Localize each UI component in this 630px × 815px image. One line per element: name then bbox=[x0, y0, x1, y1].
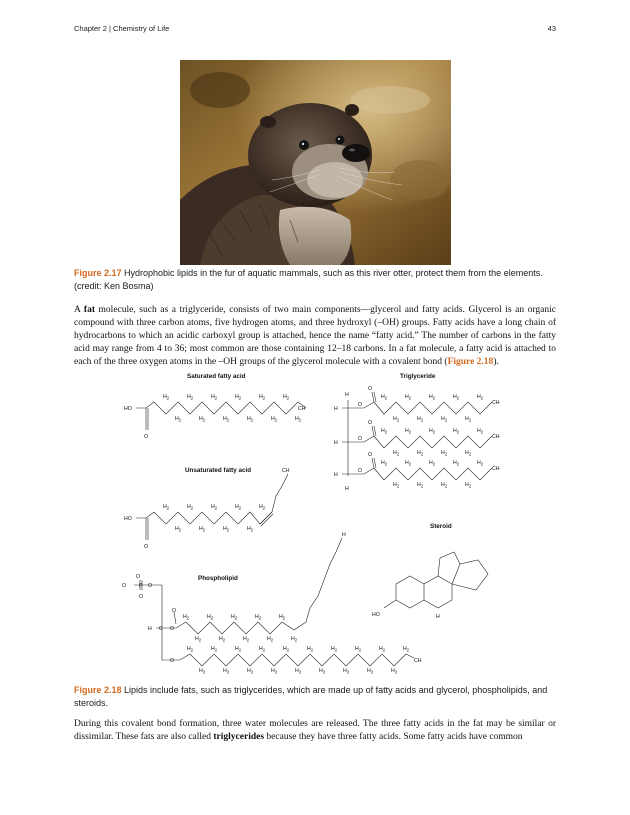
h2-label: $H_2$ bbox=[441, 482, 448, 489]
h2-label: $H_2$ bbox=[429, 394, 436, 401]
h2-label: $H_2$ bbox=[235, 504, 242, 511]
h2-label: $H_2$ bbox=[477, 460, 484, 467]
h2-label: $H_2$ bbox=[279, 614, 286, 621]
h2-label: $H_2$ bbox=[187, 394, 194, 401]
h2-label: $H_2$ bbox=[175, 416, 182, 423]
figure-2-17-label: Figure 2.17 bbox=[74, 268, 122, 278]
h2-label: $H_2$ bbox=[393, 416, 400, 423]
h2-label: $H_2$ bbox=[199, 416, 206, 423]
h2-label: $H_2$ bbox=[267, 636, 274, 643]
h2-label: $H_2$ bbox=[295, 416, 302, 423]
h2-label: $H_2$ bbox=[429, 460, 436, 467]
h2-label: $H_2$ bbox=[417, 482, 424, 489]
figure-2-18-link[interactable]: Figure 2.18 bbox=[447, 357, 494, 367]
chain-carbon-labels bbox=[163, 394, 484, 675]
river-otter-photo bbox=[180, 60, 451, 265]
h2-label: $H_2$ bbox=[283, 394, 290, 401]
atom-label: O bbox=[368, 420, 373, 426]
h2-label: $H_2$ bbox=[195, 636, 202, 643]
h2-label: $H_2$ bbox=[187, 504, 194, 511]
h2-label: $H_2$ bbox=[199, 526, 206, 533]
atom-label: O bbox=[136, 574, 141, 580]
steroid-label: Steroid bbox=[430, 523, 452, 530]
h2-label: $H_2$ bbox=[247, 668, 254, 675]
figure-2-17-caption bbox=[74, 267, 556, 292]
h2-label: $H_2$ bbox=[231, 614, 238, 621]
atom-label: CH bbox=[492, 434, 500, 440]
page-header bbox=[74, 24, 556, 36]
figure-2-17-text: Hydrophobic lipids in the fur of aquatic mammals, such as this river otter, protect them from the elements. (credit: Ken Bosma) bbox=[74, 268, 543, 291]
h2-label: $H_2$ bbox=[393, 482, 400, 489]
h2-label: $H_2$ bbox=[393, 450, 400, 457]
atom-label: CH bbox=[414, 658, 422, 664]
atom-label: C bbox=[159, 626, 163, 632]
atom-label: O bbox=[368, 386, 373, 392]
h2-label: $H_2$ bbox=[441, 416, 448, 423]
atom-label: O bbox=[148, 583, 153, 589]
atom-label: O bbox=[139, 594, 144, 600]
h2-label: $H_2$ bbox=[379, 646, 386, 653]
atom-label: O bbox=[358, 468, 363, 474]
h2-label: $H_2$ bbox=[355, 646, 362, 653]
lipid-structures-diagram bbox=[110, 368, 530, 680]
page-number: 43 bbox=[547, 24, 556, 33]
h2-label: $H_2$ bbox=[219, 636, 226, 643]
h2-label: $H_2$ bbox=[163, 504, 170, 511]
atom-label: P bbox=[139, 583, 143, 589]
atom-label: H bbox=[334, 406, 338, 412]
h2-label: $H_2$ bbox=[259, 646, 266, 653]
atom-label: O bbox=[358, 436, 363, 442]
h2-label: $H_2$ bbox=[183, 614, 190, 621]
paragraph-text: molecule, such as a triglyceride, consists of two main components—glycerol and fatty acids. Glycerol is an organic compound with three carbon atoms, five hydrogen atoms, and three hydroxyl (–OH) groups. Fatty acids have a long chain of hydrocarbons to which an acidic carboxyl group is attached, hence the name “fatty acid.” The number of carbons in the fatty acid may range from 4 to 36; most common are those containing 12–18 carbons. In a fat molecule, a fatty acid is attached to each of the three oxygen atoms in the –OH groups of the glycerol molecule with a covalent bond ( bbox=[74, 305, 556, 367]
atom-label: O bbox=[144, 434, 149, 440]
atom-label: H bbox=[334, 472, 338, 478]
h2-label: $H_2$ bbox=[453, 428, 460, 435]
h2-label: $H_2$ bbox=[255, 614, 262, 621]
h2-label: $H_2$ bbox=[223, 526, 230, 533]
saturated-fatty-acid-label: Saturated fatty acid bbox=[187, 373, 246, 380]
atom-label: HO bbox=[372, 612, 380, 618]
h2-label: $H_2$ bbox=[199, 668, 206, 675]
h2-label: $H_2$ bbox=[367, 668, 374, 675]
h2-label: $H_2$ bbox=[465, 450, 472, 457]
h2-label: $H_2$ bbox=[283, 646, 290, 653]
h2-label: $H_2$ bbox=[223, 416, 230, 423]
h2-label: $H_2$ bbox=[259, 504, 266, 511]
atom-label: H bbox=[345, 392, 349, 398]
figure-2-18-text: Lipids include fats, such as triglycerides, which are made up of fatty acids and glycerol, phospholipids, and steroids. bbox=[74, 685, 548, 708]
h2-label: $H_2$ bbox=[163, 394, 170, 401]
atom-label: O bbox=[170, 626, 175, 632]
h2-label: $H_2$ bbox=[235, 394, 242, 401]
h2-label: $H_2$ bbox=[259, 394, 266, 401]
paragraph-text: ). bbox=[493, 357, 499, 367]
atom-label: CH bbox=[282, 468, 290, 474]
h2-label: $H_2$ bbox=[453, 394, 460, 401]
h2-label: $H_2$ bbox=[331, 646, 338, 653]
h2-label: $H_2$ bbox=[405, 460, 412, 467]
h2-label: $H_2$ bbox=[477, 428, 484, 435]
atom-label: O bbox=[172, 608, 177, 614]
phospholipid-label: Phospholipid bbox=[198, 575, 238, 582]
atom-label: H bbox=[148, 626, 152, 632]
h2-label: $H_2$ bbox=[295, 668, 302, 675]
atom-label: HO bbox=[124, 406, 132, 412]
h2-label: $H_2$ bbox=[211, 504, 218, 511]
h2-label: $H_2$ bbox=[405, 394, 412, 401]
h2-label: $H_2$ bbox=[187, 646, 194, 653]
paragraph-text: A bbox=[74, 305, 84, 315]
h2-label: $H_2$ bbox=[175, 526, 182, 533]
triglyceride-paragraph bbox=[74, 718, 556, 744]
h2-label: $H_2$ bbox=[211, 646, 218, 653]
h2-label: $H_2$ bbox=[453, 460, 460, 467]
h2-label: $H_2$ bbox=[429, 428, 436, 435]
h2-label: $H_2$ bbox=[271, 416, 278, 423]
chapter-title: Chapter 2 | Chemistry of Life bbox=[74, 24, 170, 33]
atom-label: H bbox=[334, 440, 338, 446]
h2-label: $H_2$ bbox=[381, 460, 388, 467]
atom-label: O bbox=[358, 402, 363, 408]
h2-label: $H_2$ bbox=[271, 668, 278, 675]
atom-label: O bbox=[170, 658, 175, 664]
h2-label: $H_2$ bbox=[247, 416, 254, 423]
atom-label: O bbox=[144, 544, 149, 550]
h2-label: $H_2$ bbox=[441, 450, 448, 457]
h2-label: $H_2$ bbox=[211, 394, 218, 401]
figure-2-18-label: Figure 2.18 bbox=[74, 685, 122, 695]
atom-label: H bbox=[345, 486, 349, 492]
unsaturated-fatty-acid-label: Unsaturated fatty acid bbox=[185, 467, 252, 474]
atom-label: O bbox=[122, 583, 127, 589]
atom-label: O bbox=[368, 452, 373, 458]
h2-label: $H_2$ bbox=[417, 416, 424, 423]
h2-label: $H_2$ bbox=[405, 428, 412, 435]
triglyceride-label: Triglyceride bbox=[400, 373, 436, 380]
h2-label: $H_2$ bbox=[417, 450, 424, 457]
h2-label: $H_2$ bbox=[343, 668, 350, 675]
h2-label: $H_2$ bbox=[235, 646, 242, 653]
h2-label: $H_2$ bbox=[465, 482, 472, 489]
h2-label: $H_2$ bbox=[381, 428, 388, 435]
term-fat: fat bbox=[83, 305, 95, 315]
h2-label: $H_2$ bbox=[243, 636, 250, 643]
atom-label: CH bbox=[492, 400, 500, 406]
paragraph-text: because they have three fatty acids. Some fatty acids have common bbox=[264, 732, 523, 742]
h2-label: $H_2$ bbox=[319, 668, 326, 675]
figure-2-18-caption bbox=[74, 684, 556, 709]
atom-label: HO bbox=[124, 516, 132, 522]
h2-label: $H_2$ bbox=[381, 394, 388, 401]
h2-label: $H_2$ bbox=[477, 394, 484, 401]
atom-label: CH bbox=[492, 466, 500, 472]
h2-label: $H_2$ bbox=[207, 614, 214, 621]
atom-label: H bbox=[342, 532, 346, 538]
h2-label: $H_2$ bbox=[465, 416, 472, 423]
h2-label: $H_2$ bbox=[307, 646, 314, 653]
h2-label: $H_2$ bbox=[403, 646, 410, 653]
term-triglycerides: triglycerides bbox=[213, 732, 265, 742]
h2-label: $H_2$ bbox=[223, 668, 230, 675]
fat-molecule-paragraph bbox=[74, 304, 556, 369]
h2-label: $H_2$ bbox=[247, 526, 254, 533]
h2-label: $H_2$ bbox=[291, 636, 298, 643]
paragraph-text: During this covalent bond formation, three water molecules are released. The three fatty acids in the fat may be similar or dissimilar. These fats are also called bbox=[74, 719, 556, 742]
h2-label: $H_2$ bbox=[391, 668, 398, 675]
atom-label: CH bbox=[298, 406, 306, 412]
atom-label: H bbox=[436, 614, 440, 620]
